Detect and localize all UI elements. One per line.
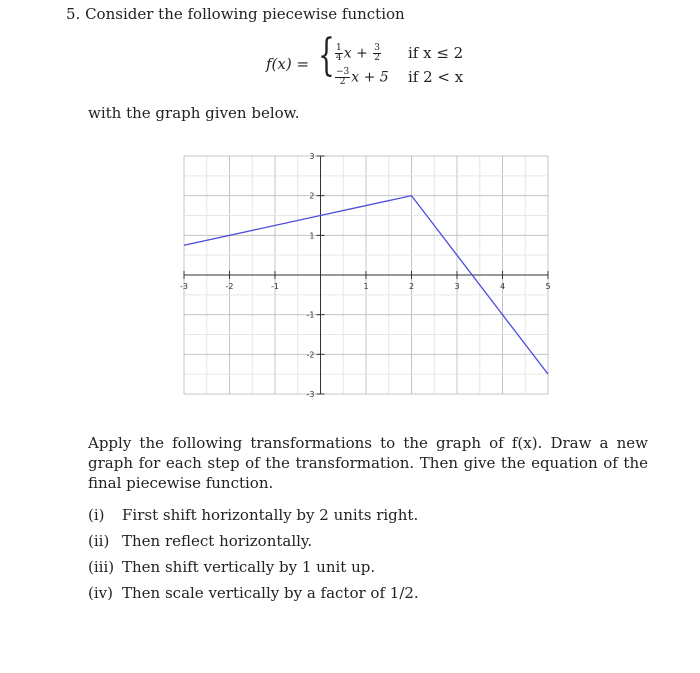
case-1-constant: $\frac{3}{2}$: [374, 43, 380, 63]
case-2-coefficient: $\frac{-3}{2}$: [336, 67, 350, 87]
y-tick-label: -1: [306, 310, 315, 320]
x-tick-label: 2: [408, 282, 415, 291]
x-tick-label: 1: [363, 282, 369, 291]
case-2-expression: [334, 68, 389, 87]
x-tick-label: -2: [225, 282, 234, 291]
case-1-expression: [334, 44, 382, 63]
instructions-paragraph: Apply the following transformations to the graph of f(x). Draw a new graph for each step of the transformation. Then give the equation of the final piecewise function.: [88, 434, 648, 492]
y-tick-label: -3: [306, 390, 315, 399]
step-item: (ii) Then reflect horizontally.: [88, 532, 313, 550]
x-tick-label: -1: [271, 282, 279, 291]
function-label: f(x) =: [266, 55, 310, 73]
y-tick-label: 3: [309, 152, 315, 161]
case-1-condition: if x ≤ 2: [408, 44, 464, 62]
x-tick-label: -3: [180, 282, 188, 291]
step-item: (iii) Then shift vertically by 1 unit up.: [88, 558, 376, 576]
case-1-coefficient: $\frac{1}{4}$: [336, 43, 342, 63]
step-item: (i) First shift horizontally by 2 units right.: [88, 506, 419, 524]
y-tick-label: 1: [309, 231, 315, 241]
steps-list: [88, 505, 419, 609]
function-graph: [176, 150, 556, 400]
step-item: (iv) Then scale vertically by a factor of 1/2.: [88, 584, 419, 602]
graph-intro: with the graph given below.: [88, 104, 300, 122]
piecewise-brace: {: [318, 30, 335, 81]
x-tick-label: 3: [454, 282, 460, 291]
case-2-variable: x + 5: [351, 69, 389, 86]
question-title: 5. Consider the following piecewise function: [66, 5, 405, 23]
x-tick-label: 4: [499, 282, 506, 291]
x-tick-label: 5: [545, 282, 551, 291]
case-1-variable: x +: [343, 45, 368, 62]
y-tick-label: -2: [306, 350, 315, 360]
case-2-condition: if 2 < x: [408, 68, 464, 86]
y-tick-label: 2: [309, 191, 315, 201]
